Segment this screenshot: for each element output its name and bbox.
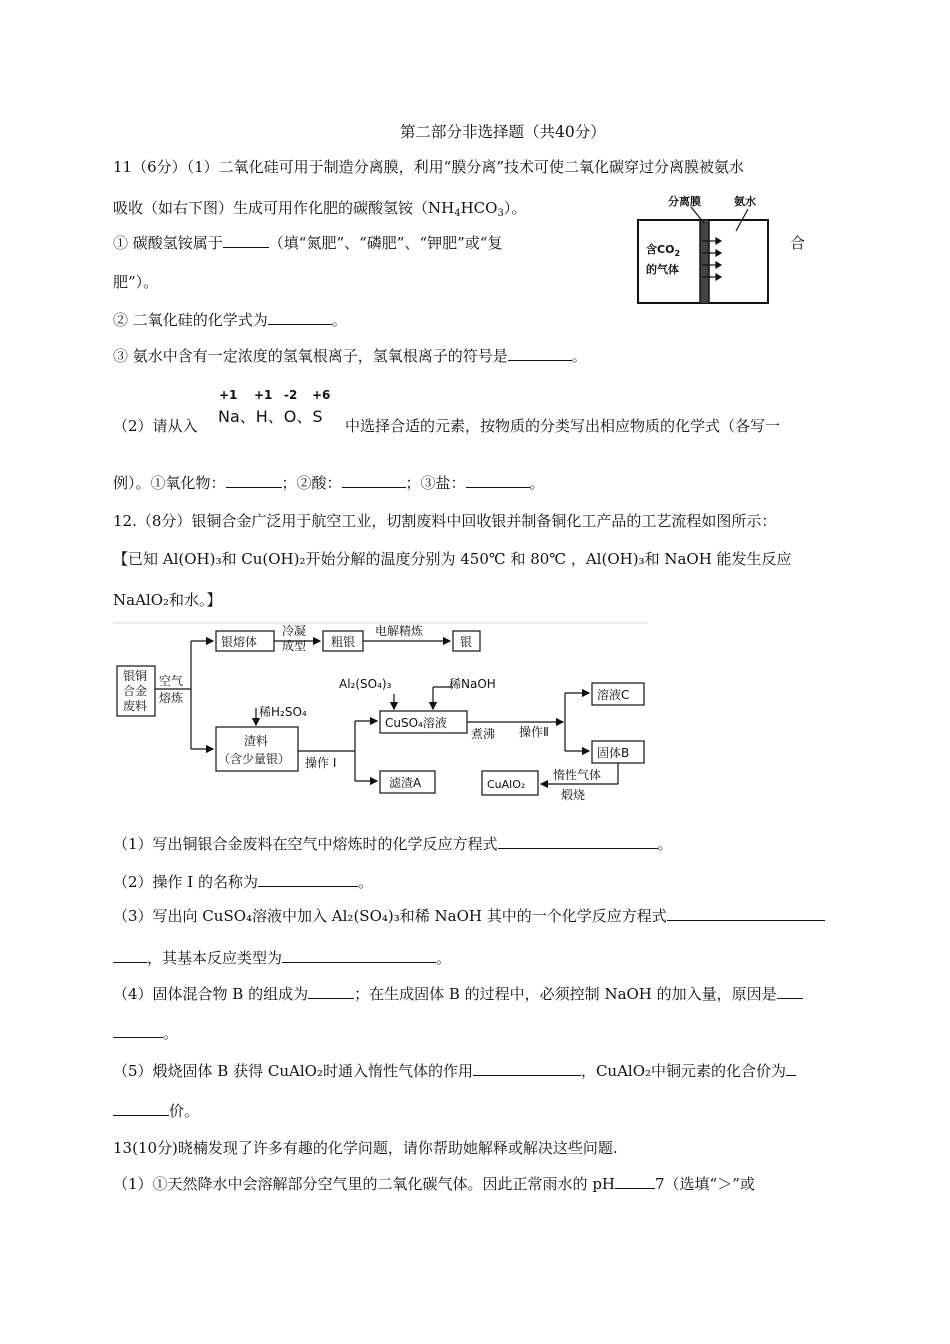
answer-blank[interactable]	[113, 948, 147, 963]
fc-start-1: 银铜	[123, 669, 148, 683]
answer-blank[interactable]	[473, 1061, 581, 1076]
fc-naoh: 稀NaOH	[449, 677, 496, 691]
q12-p3: （3）写出向 CuSO₄溶液中加入 Al₂(SO₄)₃和稀 NaOH 其中的一个化学反应方程式	[113, 906, 825, 926]
fc-cuso4: CuSO₄溶液	[385, 716, 447, 730]
answer-blank[interactable]	[308, 984, 354, 999]
fc-boil: 煮沸	[471, 727, 496, 741]
answer-blank[interactable]	[667, 906, 825, 921]
fc-silver-melt: 银熔体	[221, 635, 258, 649]
fc-h2so4: 稀H₂SO₄	[259, 705, 307, 719]
q12-p2: （2）操作 I 的名称为 。	[113, 873, 374, 891]
fc-cualo2: CuAlO₂	[487, 778, 526, 791]
fc-op2: 操作Ⅱ	[519, 725, 549, 739]
answer-blank[interactable]	[508, 346, 572, 361]
q12-p4: （4）固体混合物 B 的组成为 ；在生成固体 B 的过程中，必须控制 NaOH 的加入量，原因是	[113, 984, 803, 1004]
answer-blank[interactable]	[113, 1101, 169, 1116]
q13-p1: （1）①天然降水中会溶解部分空气里的二氧化碳气体。因此正常雨水的 pH 7（选填“＞”或	[113, 1175, 755, 1193]
membrane-label: 分离膜	[668, 195, 701, 208]
fc-residue-a: 滤渣A	[389, 776, 422, 790]
answer-blank[interactable]	[226, 473, 282, 488]
fc-inert: 惰性气体	[553, 768, 602, 782]
membrane	[700, 220, 709, 303]
q11-part2-post: 中选择合适的元素，按物质的分类写出相应物质的化学式（各写一	[345, 417, 781, 435]
q12-p1: （1）写出铜银合金废料在空气中熔炼时的化学反应方程式 。	[113, 835, 673, 853]
answer-blank[interactable]	[498, 834, 658, 849]
gas-label-2: 的气体	[646, 263, 679, 276]
valence-h: +1	[254, 388, 273, 402]
fc-solution-c: 溶液C	[597, 688, 630, 702]
fc-slag-2: （含少量银）	[218, 752, 291, 766]
q12-note2: NaAlO₂和水。】	[113, 591, 222, 609]
q11-line2: 吸收（如右下图）生成可用作化肥的碳酸氢铵$(NH_4HCO_3)$。	[113, 199, 527, 219]
membrane-figure	[636, 193, 771, 305]
fc-smelt: 熔炼	[159, 691, 184, 705]
fc-solid-b: 固体B	[597, 746, 630, 760]
answer-blank[interactable]	[223, 233, 269, 248]
valence-na: +1	[219, 388, 238, 402]
q12-p4-cont: 。	[113, 1023, 178, 1043]
q11-item3: ③ 氨水中含有一定浓度的氢氧根离子，氢氧根离子的符号是 。	[113, 347, 587, 365]
fc-silver: 银	[460, 635, 473, 649]
fc-crude-silver: 粗银	[331, 635, 356, 649]
answer-blank[interactable]	[113, 1023, 163, 1038]
answer-blank[interactable]	[342, 473, 406, 488]
fc-cool-1: 冷凝	[282, 624, 307, 638]
section-title: 第二部分非选择题（共40分）	[400, 123, 606, 141]
answer-blank[interactable]	[786, 1061, 796, 1076]
gas-label-1: 含$CO_2$	[646, 243, 681, 258]
q13-line1: 13(10分)晓楠发现了许多有趣的化学问题，请你帮助她解释或解决这些问题.	[113, 1139, 618, 1157]
q11-part2-cont: 例）。①氧化物： ；②酸： ；③盐： 。	[113, 474, 545, 492]
q11-item2: ② 二氧化硅的化学式为 。	[113, 311, 347, 329]
fc-op1: 操作 I	[305, 756, 337, 770]
q11-item1-end: 合	[790, 234, 806, 252]
element-list: Na、H、O、S	[218, 407, 323, 426]
q12-p5-cont: 价。	[113, 1101, 199, 1121]
answer-blank[interactable]	[466, 473, 530, 488]
fc-al2so43: Al₂(SO₄)₃	[339, 677, 392, 691]
fc-cool-2: 成型	[282, 639, 307, 653]
q11-item1: ① 碳酸氢铵属于 （填“氮肥”、“磷肥”、“钾肥”或“复	[113, 234, 503, 252]
fc-start-2: 合金	[123, 684, 148, 698]
q12-line1: 12.（8分）银铜合金广泛用于航空工业，切割废料中回收银并制备铜化工产品的工艺流程如图所示：	[113, 512, 777, 530]
q11-part2-pre: （2）请从入	[113, 417, 198, 435]
valence-o: -2	[284, 388, 298, 402]
answer-blank[interactable]	[615, 1174, 655, 1189]
answer-blank[interactable]	[268, 310, 332, 325]
fc-calcine: 煅烧	[561, 788, 586, 802]
fc-air: 空气	[159, 674, 184, 688]
q12-p3-cont: ，其基本反应类型为 。	[113, 948, 451, 968]
q11-line1: 11（6分）（1）二氧化硅可用于制造分离膜，利用“膜分离”技术可使二氧化碳穿过分离膜被氨水	[113, 158, 745, 176]
q12-note1: 【已知 Al(OH)₃和 Cu(OH)₂开始分解的温度分别为 450℃ 和 80℃ ，Al(OH)₃和 NaOH 能发生反应	[113, 550, 792, 568]
fc-electro: 电解精炼	[375, 624, 424, 638]
valence-s: +6	[312, 388, 331, 402]
q11-item1-cont: 肥”）。	[113, 273, 159, 291]
answer-blank[interactable]	[258, 872, 358, 887]
ammonia-water-label: 氨水	[734, 195, 756, 208]
process-flowchart	[113, 621, 653, 807]
fc-slag-1: 渣料	[244, 734, 269, 748]
q12-p5: （5）煅烧固体 B 获得 CuAlO₂时通入惰性气体的作用 ，CuAlO₂中铜元素的化合价为	[113, 1061, 796, 1081]
fc-start-3: 废料	[123, 699, 148, 713]
answer-blank[interactable]	[282, 948, 436, 963]
answer-blank[interactable]	[777, 984, 803, 999]
